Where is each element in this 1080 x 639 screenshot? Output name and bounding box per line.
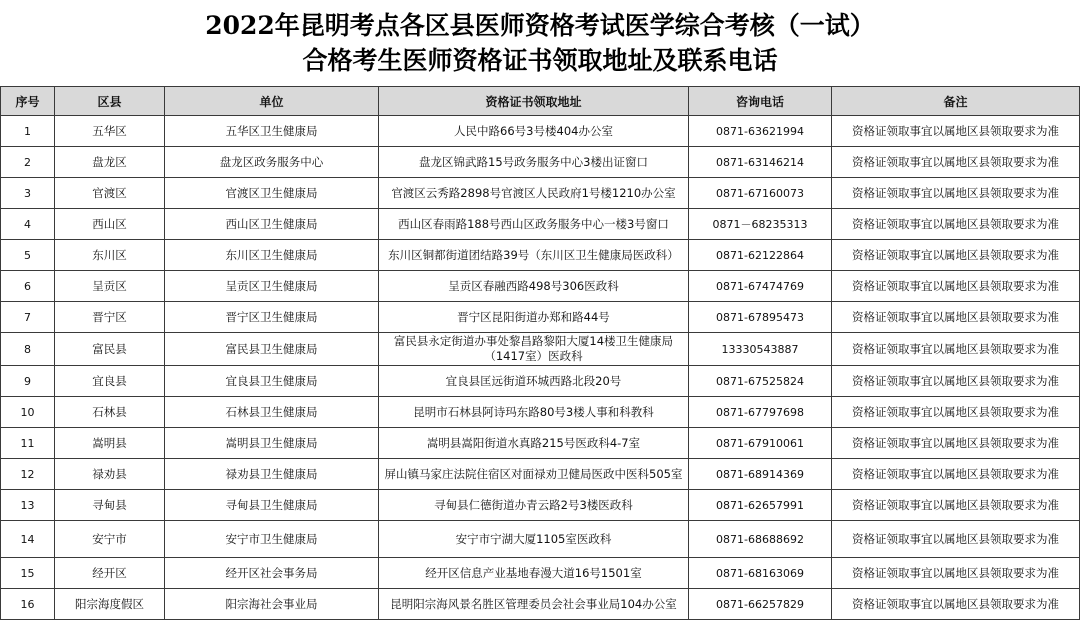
- cell-remark: 资格证领取事宜以属地区县领取要求为准: [832, 240, 1080, 271]
- table-row: [1, 397, 1080, 428]
- cell-index: 9: [1, 366, 55, 397]
- cell-district: 五华区: [55, 116, 165, 147]
- table-row: [1, 459, 1080, 490]
- cell-remark: 资格证领取事宜以属地区县领取要求为准: [832, 589, 1080, 620]
- cell-phone: 0871-67525824: [689, 366, 832, 397]
- cell-district: 经开区: [55, 558, 165, 589]
- cell-phone: 0871-68688692: [689, 521, 832, 558]
- table-row: [1, 490, 1080, 521]
- cell-unit: 官渡区卫生健康局: [165, 178, 379, 209]
- cell-address: 屏山镇马家庄法院住宿区对面禄劝卫健局医政中医科505室: [379, 459, 689, 490]
- header-district: 区县: [55, 87, 165, 116]
- cell-unit: 盘龙区政务服务中心: [165, 147, 379, 178]
- cell-index: 12: [1, 459, 55, 490]
- cell-district: 安宁市: [55, 521, 165, 558]
- header-phone: 咨询电话: [689, 87, 832, 116]
- cell-index: 8: [1, 333, 55, 366]
- table-row: [1, 428, 1080, 459]
- cell-phone: 0871-67895473: [689, 302, 832, 333]
- cell-address: 官渡区云秀路2898号官渡区人民政府1号楼1210办公室: [379, 178, 689, 209]
- cell-phone: 0871-67474769: [689, 271, 832, 302]
- cell-remark: 资格证领取事宜以属地区县领取要求为准: [832, 333, 1080, 366]
- cell-unit: 西山区卫生健康局: [165, 209, 379, 240]
- cell-district: 宜良县: [55, 366, 165, 397]
- cell-phone: 0871-63146214: [689, 147, 832, 178]
- cell-index: 10: [1, 397, 55, 428]
- table-row: [1, 558, 1080, 589]
- cell-address: 呈贡区春融西路498号306医政科: [379, 271, 689, 302]
- certificate-address-table: [0, 86, 1080, 620]
- cell-unit: 晋宁区卫生健康局: [165, 302, 379, 333]
- cell-district: 呈贡区: [55, 271, 165, 302]
- cell-unit: 嵩明县卫生健康局: [165, 428, 379, 459]
- cell-address: 人民中路66号3号楼404办公室: [379, 116, 689, 147]
- cell-address: 西山区春雨路188号西山区政务服务中心一楼3号窗口: [379, 209, 689, 240]
- cell-unit: 阳宗海社会事业局: [165, 589, 379, 620]
- cell-remark: 资格证领取事宜以属地区县领取要求为准: [832, 459, 1080, 490]
- cell-unit: 富民县卫生健康局: [165, 333, 379, 366]
- cell-district: 石林县: [55, 397, 165, 428]
- title-line-2: 合格考生医师资格证书领取地址及联系电话: [302, 46, 778, 75]
- document-title: [0, 0, 1080, 86]
- table-row: [1, 589, 1080, 620]
- cell-index: 15: [1, 558, 55, 589]
- cell-remark: 资格证领取事宜以属地区县领取要求为准: [832, 271, 1080, 302]
- cell-unit: 宜良县卫生健康局: [165, 366, 379, 397]
- cell-remark: 资格证领取事宜以属地区县领取要求为准: [832, 428, 1080, 459]
- cell-address: 昆明市石林县阿诗玛东路80号3楼人事和科教科: [379, 397, 689, 428]
- table-row: [1, 271, 1080, 302]
- cell-remark: 资格证领取事宜以属地区县领取要求为准: [832, 302, 1080, 333]
- header-index: 序号: [1, 87, 55, 116]
- cell-unit: 经开区社会事务局: [165, 558, 379, 589]
- title-line-1: 2022年昆明考点各区县医师资格考试医学综合考核（一试）: [205, 11, 875, 40]
- cell-district: 晋宁区: [55, 302, 165, 333]
- cell-index: 11: [1, 428, 55, 459]
- header-remark: 备注: [832, 87, 1080, 116]
- cell-index: 13: [1, 490, 55, 521]
- cell-index: 6: [1, 271, 55, 302]
- cell-remark: 资格证领取事宜以属地区县领取要求为准: [832, 521, 1080, 558]
- cell-phone: 0871-62657991: [689, 490, 832, 521]
- table-row: [1, 521, 1080, 558]
- cell-district: 嵩明县: [55, 428, 165, 459]
- cell-index: 1: [1, 116, 55, 147]
- cell-unit: 呈贡区卫生健康局: [165, 271, 379, 302]
- cell-address: 宜良县匡远街道环城西路北段20号: [379, 366, 689, 397]
- cell-district: 盘龙区: [55, 147, 165, 178]
- cell-district: 富民县: [55, 333, 165, 366]
- cell-unit: 石林县卫生健康局: [165, 397, 379, 428]
- cell-index: 4: [1, 209, 55, 240]
- cell-remark: 资格证领取事宜以属地区县领取要求为准: [832, 209, 1080, 240]
- cell-district: 西山区: [55, 209, 165, 240]
- cell-district: 官渡区: [55, 178, 165, 209]
- cell-remark: 资格证领取事宜以属地区县领取要求为准: [832, 147, 1080, 178]
- table-row: [1, 116, 1080, 147]
- cell-district: 阳宗海度假区: [55, 589, 165, 620]
- cell-phone: 0871-67160073: [689, 178, 832, 209]
- cell-phone: 13330543887: [689, 333, 832, 366]
- table-row: [1, 240, 1080, 271]
- cell-address: 盘龙区锦武路15号政务服务中心3楼出证窗口: [379, 147, 689, 178]
- cell-index: 16: [1, 589, 55, 620]
- cell-unit: 东川区卫生健康局: [165, 240, 379, 271]
- table-row: [1, 209, 1080, 240]
- cell-address: 安宁市宁湖大厦1105室医政科: [379, 521, 689, 558]
- cell-remark: 资格证领取事宜以属地区县领取要求为准: [832, 178, 1080, 209]
- cell-unit: 安宁市卫生健康局: [165, 521, 379, 558]
- table-row: [1, 178, 1080, 209]
- cell-remark: 资格证领取事宜以属地区县领取要求为准: [832, 116, 1080, 147]
- table-row: [1, 366, 1080, 397]
- table-body: [1, 116, 1080, 620]
- cell-district: 寻甸县: [55, 490, 165, 521]
- header-row: [1, 87, 1080, 116]
- cell-remark: 资格证领取事宜以属地区县领取要求为准: [832, 397, 1080, 428]
- table-row: [1, 147, 1080, 178]
- header-unit: 单位: [165, 87, 379, 116]
- cell-address: 东川区铜都街道团结路39号（东川区卫生健康局医政科）: [379, 240, 689, 271]
- cell-district: 东川区: [55, 240, 165, 271]
- cell-address: 经开区信息产业基地春漫大道16号1501室: [379, 558, 689, 589]
- cell-phone: 0871-62122864: [689, 240, 832, 271]
- cell-phone: 0871-67910061: [689, 428, 832, 459]
- cell-index: 5: [1, 240, 55, 271]
- cell-address: 富民县永定街道办事处黎昌路黎阳大厦14楼卫生健康局（1417室）医政科: [379, 333, 689, 366]
- cell-phone: 0871－68235313: [689, 209, 832, 240]
- cell-remark: 资格证领取事宜以属地区县领取要求为准: [832, 490, 1080, 521]
- table-header: [1, 87, 1080, 116]
- header-address: 资格证书领取地址: [379, 87, 689, 116]
- cell-index: 14: [1, 521, 55, 558]
- cell-phone: 0871-68163069: [689, 558, 832, 589]
- cell-address: 昆明阳宗海风景名胜区管理委员会社会事业局104办公室: [379, 589, 689, 620]
- cell-unit: 五华区卫生健康局: [165, 116, 379, 147]
- table-row: [1, 302, 1080, 333]
- cell-index: 2: [1, 147, 55, 178]
- cell-unit: 寻甸县卫生健康局: [165, 490, 379, 521]
- cell-index: 7: [1, 302, 55, 333]
- cell-unit: 禄劝县卫生健康局: [165, 459, 379, 490]
- cell-address: 嵩明县嵩阳街道水真路215号医政科4-7室: [379, 428, 689, 459]
- cell-remark: 资格证领取事宜以属地区县领取要求为准: [832, 558, 1080, 589]
- cell-district: 禄劝县: [55, 459, 165, 490]
- cell-phone: 0871-66257829: [689, 589, 832, 620]
- cell-phone: 0871-63621994: [689, 116, 832, 147]
- cell-remark: 资格证领取事宜以属地区县领取要求为准: [832, 366, 1080, 397]
- cell-phone: 0871-67797698: [689, 397, 832, 428]
- cell-index: 3: [1, 178, 55, 209]
- cell-address: 寻甸县仁德街道办青云路2号3楼医政科: [379, 490, 689, 521]
- cell-address: 晋宁区昆阳街道办郑和路44号: [379, 302, 689, 333]
- table-row: [1, 333, 1080, 366]
- cell-phone: 0871-68914369: [689, 459, 832, 490]
